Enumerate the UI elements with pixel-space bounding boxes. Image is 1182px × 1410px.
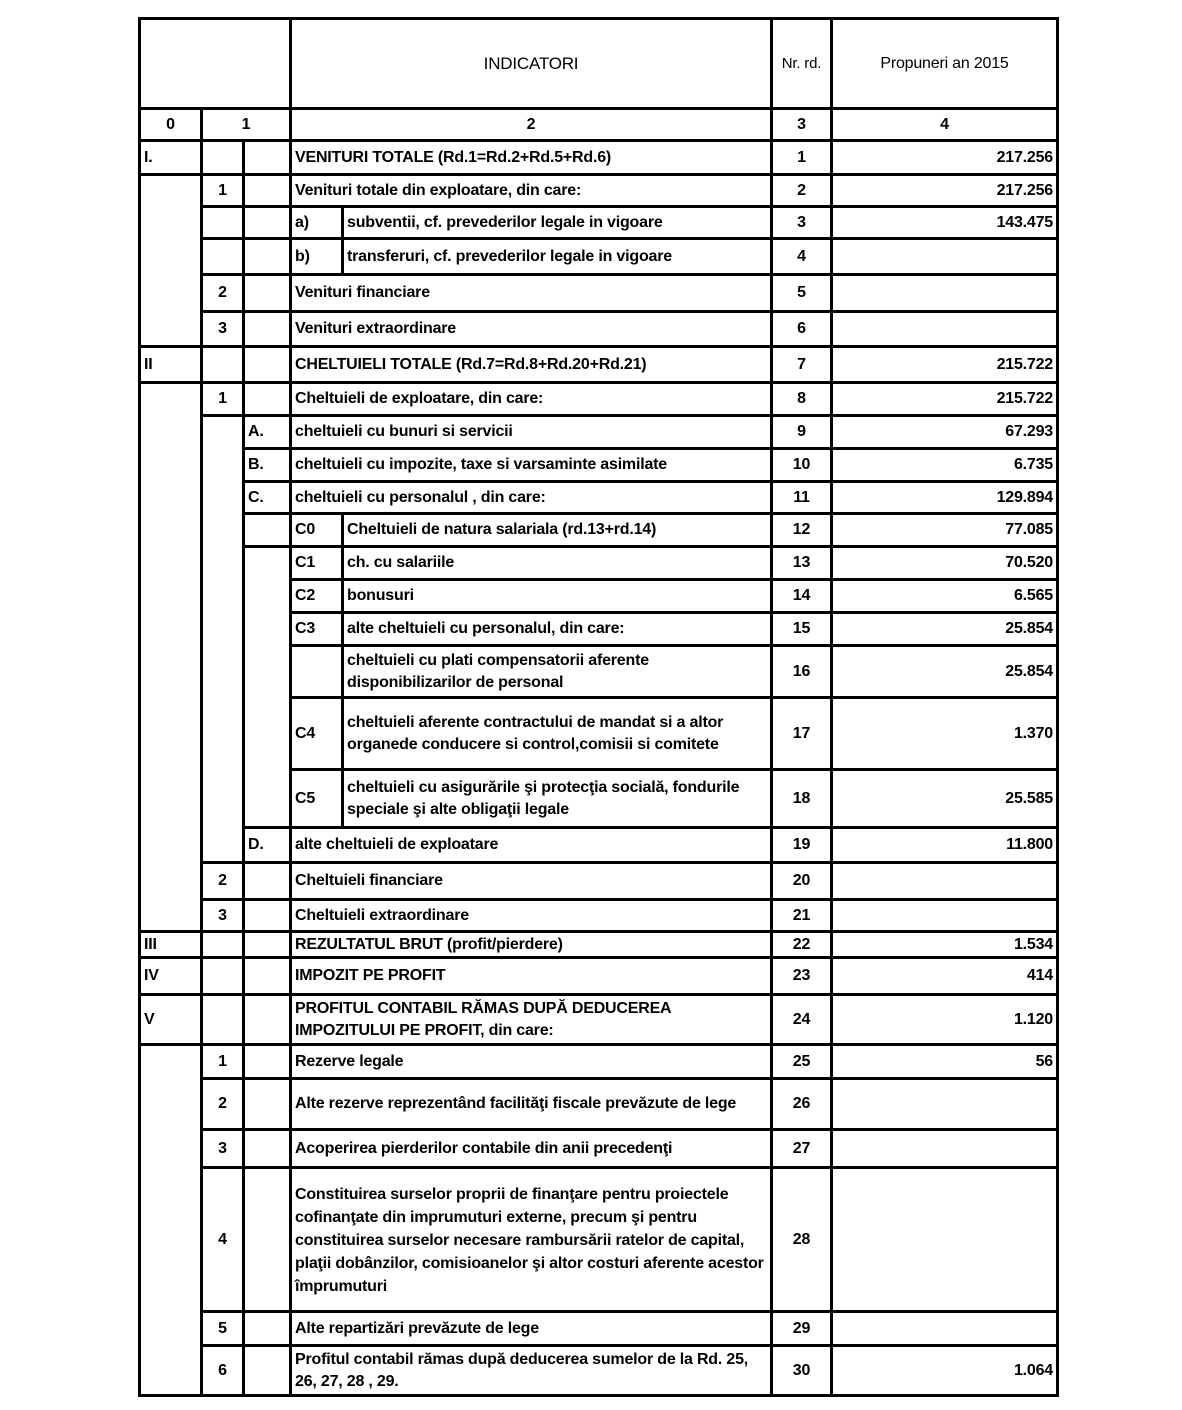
row-number: 21 <box>772 900 832 932</box>
row-number: 3 <box>772 207 832 239</box>
indicator-label: transferuri, cf. prevederilor legale in vigoare <box>343 239 772 275</box>
item-letter: B. <box>244 449 291 482</box>
row-number: 29 <box>772 1312 832 1346</box>
row-number: 30 <box>772 1346 832 1396</box>
col-index-0: 0 <box>140 109 202 141</box>
item-number: 3 <box>202 312 244 347</box>
indicator-label: VENITURI TOTALE (Rd.1=Rd.2+Rd.5+Rd.6) <box>291 141 772 175</box>
proposal-value <box>832 239 1058 275</box>
indicator-label: Profitul contabil rămas după deducerea sumelor de la Rd. 25, 26, 27, 28 , 29. <box>291 1346 772 1396</box>
proposal-value <box>832 900 1058 932</box>
item-number: 5 <box>202 1312 244 1346</box>
table-row <box>140 1130 1058 1168</box>
indicator-label: Venituri extraordinare <box>291 312 772 347</box>
indicator-label: cheltuieli cu plati compensatorii aferente disponibilizarilor de personal <box>343 646 772 698</box>
col-index-4: 4 <box>832 109 1058 141</box>
proposal-value: 217.256 <box>832 141 1058 175</box>
table-row <box>140 347 1058 383</box>
item-letter: C. <box>244 482 291 514</box>
item-number: 3 <box>202 900 244 932</box>
row-number: 27 <box>772 1130 832 1168</box>
item-code: b) <box>291 239 343 275</box>
item-number: 1 <box>202 383 244 416</box>
indicator-label: cheltuieli aferente contractului de mandat si a altor organede conducere si control,comisii si comitete <box>343 698 772 770</box>
indicator-label: subventii, cf. prevederilor legale in vigoare <box>343 207 772 239</box>
item-letter: A. <box>244 416 291 449</box>
table-row <box>140 141 1058 175</box>
item-code: a) <box>291 207 343 239</box>
section-number: IV <box>140 958 202 995</box>
table-row <box>140 995 1058 1045</box>
proposal-value: 6.565 <box>832 580 1058 613</box>
table-row <box>140 416 1058 449</box>
row-number: 28 <box>772 1168 832 1312</box>
indicator-label: cheltuieli cu bunuri si servicii <box>291 416 772 449</box>
indicator-label: cheltuieli cu asigurările şi protecţia socială, fondurile speciale şi alte obligaţii legale <box>343 770 772 828</box>
row-number: 1 <box>772 141 832 175</box>
proposal-value <box>832 1130 1058 1168</box>
row-number: 26 <box>772 1079 832 1130</box>
indicator-label: Alte repartizări prevăzute de lege <box>291 1312 772 1346</box>
item-number: 1 <box>202 175 244 207</box>
indicator-label: alte cheltuieli cu personalul, din care: <box>343 613 772 646</box>
indicator-label: Cheltuieli de natura salariala (rd.13+rd.14) <box>343 514 772 547</box>
item-number: 6 <box>202 1346 244 1396</box>
proposal-value: 129.894 <box>832 482 1058 514</box>
col-index-1: 1 <box>202 109 291 141</box>
proposal-value: 414 <box>832 958 1058 995</box>
budget-indicators-table <box>138 17 1059 1397</box>
row-number: 5 <box>772 275 832 312</box>
proposal-value: 70.520 <box>832 547 1058 580</box>
item-number: 1 <box>202 1045 244 1079</box>
item-code: C3 <box>291 613 343 646</box>
table-row <box>140 1045 1058 1079</box>
indicator-label: cheltuieli cu personalul , din care: <box>291 482 772 514</box>
section-number: II <box>140 347 202 383</box>
proposal-value: 25.854 <box>832 613 1058 646</box>
item-number: 2 <box>202 1079 244 1130</box>
proposal-value: 215.722 <box>832 347 1058 383</box>
indicator-label: ch. cu salariile <box>343 547 772 580</box>
header-indicators: INDICATORI <box>291 19 772 109</box>
proposal-value <box>832 312 1058 347</box>
row-number: 18 <box>772 770 832 828</box>
row-number: 14 <box>772 580 832 613</box>
indicator-label: Alte rezerve reprezentând facilităţi fiscale prevăzute de lege <box>291 1079 772 1130</box>
row-number: 7 <box>772 347 832 383</box>
proposal-value: 25.585 <box>832 770 1058 828</box>
indicator-label: CHELTUIELI TOTALE (Rd.7=Rd.8+Rd.20+Rd.21) <box>291 347 772 383</box>
table-row <box>140 900 1058 932</box>
proposal-value: 67.293 <box>832 416 1058 449</box>
row-number: 8 <box>772 383 832 416</box>
table-row <box>140 932 1058 958</box>
row-number: 23 <box>772 958 832 995</box>
row-number: 10 <box>772 449 832 482</box>
indicator-label: Cheltuieli financiare <box>291 863 772 900</box>
proposal-value: 215.722 <box>832 383 1058 416</box>
row-number: 4 <box>772 239 832 275</box>
col-index-3: 3 <box>772 109 832 141</box>
item-code: C4 <box>291 698 343 770</box>
item-letter: D. <box>244 828 291 863</box>
indicator-label: Cheltuieli extraordinare <box>291 900 772 932</box>
table-row <box>140 449 1058 482</box>
indicator-label: PROFITUL CONTABIL RĂMAS DUPĂ DEDUCEREA IMPOZITULUI PE PROFIT, din care: <box>291 995 772 1045</box>
row-number: 13 <box>772 547 832 580</box>
proposal-value: 217.256 <box>832 175 1058 207</box>
proposal-value <box>832 863 1058 900</box>
proposal-value: 1.064 <box>832 1346 1058 1396</box>
section-merged-cell <box>140 383 202 932</box>
item-merged-cell <box>202 416 244 863</box>
indicator-label: Rezerve legale <box>291 1045 772 1079</box>
indicator-label: cheltuieli cu impozite, taxe si varsaminte asimilate <box>291 449 772 482</box>
indicator-label: Venituri totale din exploatare, din care: <box>291 175 772 207</box>
table-row <box>140 207 1058 239</box>
col-index-2: 2 <box>291 109 772 141</box>
indicator-label: bonusuri <box>343 580 772 613</box>
item-code: C0 <box>291 514 343 547</box>
proposal-value: 6.735 <box>832 449 1058 482</box>
indicator-label: Constituirea surselor proprii de finanţare pentru proiectele cofinanţate din imprumuturi externe, precum şi pentru constituirea surselor necesare rambursării ratelor de capital, plaţii dobânzilor, comisioanelor şi altor costuri aferente acestor împrumuturi <box>291 1168 772 1312</box>
table-row <box>140 1346 1058 1396</box>
row-number: 2 <box>772 175 832 207</box>
row-number: 12 <box>772 514 832 547</box>
indicator-label: REZULTATUL BRUT (profit/pierdere) <box>291 932 772 958</box>
row-number: 9 <box>772 416 832 449</box>
section-merged-cell <box>140 1045 202 1396</box>
table-row <box>140 1312 1058 1346</box>
indicator-label: Cheltuieli de exploatare, din care: <box>291 383 772 416</box>
proposal-value <box>832 1079 1058 1130</box>
row-number: 25 <box>772 1045 832 1079</box>
proposal-value <box>832 1168 1058 1312</box>
table-row <box>140 275 1058 312</box>
header-row-number: Nr. rd. <box>772 19 832 109</box>
item-number: 3 <box>202 1130 244 1168</box>
section-number: I. <box>140 141 202 175</box>
item-code: C1 <box>291 547 343 580</box>
section-number: III <box>140 932 202 958</box>
table-row <box>140 1079 1058 1130</box>
row-number: 17 <box>772 698 832 770</box>
table-row <box>140 383 1058 416</box>
proposal-value: 56 <box>832 1045 1058 1079</box>
proposal-value: 143.475 <box>832 207 1058 239</box>
proposal-value <box>832 1312 1058 1346</box>
proposal-value: 11.800 <box>832 828 1058 863</box>
indicator-label: Acoperirea pierderilor contabile din anii precedenţi <box>291 1130 772 1168</box>
table-row <box>140 547 1058 580</box>
row-number: 22 <box>772 932 832 958</box>
item-number: 2 <box>202 863 244 900</box>
item-code <box>291 646 343 698</box>
table-row <box>140 863 1058 900</box>
sub-merged-cell <box>244 547 291 828</box>
row-number: 24 <box>772 995 832 1045</box>
indicator-label: alte cheltuieli de exploatare <box>291 828 772 863</box>
table-row <box>140 239 1058 275</box>
column-index-row <box>140 109 1058 141</box>
proposal-value: 1.120 <box>832 995 1058 1045</box>
table-row <box>140 514 1058 547</box>
proposal-value: 77.085 <box>832 514 1058 547</box>
section-number: V <box>140 995 202 1045</box>
proposal-value <box>832 275 1058 312</box>
table-row <box>140 958 1058 995</box>
row-number: 16 <box>772 646 832 698</box>
proposal-value: 25.854 <box>832 646 1058 698</box>
row-number: 20 <box>772 863 832 900</box>
table-row <box>140 1168 1058 1312</box>
indicator-label: Venituri financiare <box>291 275 772 312</box>
item-number: 4 <box>202 1168 244 1312</box>
proposal-value: 1.534 <box>832 932 1058 958</box>
section-merged-cell <box>140 175 202 347</box>
table-row <box>140 482 1058 514</box>
proposal-value: 1.370 <box>832 698 1058 770</box>
indicator-label: IMPOZIT PE PROFIT <box>291 958 772 995</box>
row-number: 15 <box>772 613 832 646</box>
table-row <box>140 312 1058 347</box>
item-code: C5 <box>291 770 343 828</box>
row-number: 11 <box>772 482 832 514</box>
table-header-row <box>140 19 1058 109</box>
item-code: C2 <box>291 580 343 613</box>
header-proposal-2015: Propuneri an 2015 <box>832 19 1058 109</box>
row-number: 6 <box>772 312 832 347</box>
table-row <box>140 828 1058 863</box>
table-row <box>140 175 1058 207</box>
header-blank-cell <box>140 19 291 109</box>
item-number: 2 <box>202 275 244 312</box>
row-number: 19 <box>772 828 832 863</box>
